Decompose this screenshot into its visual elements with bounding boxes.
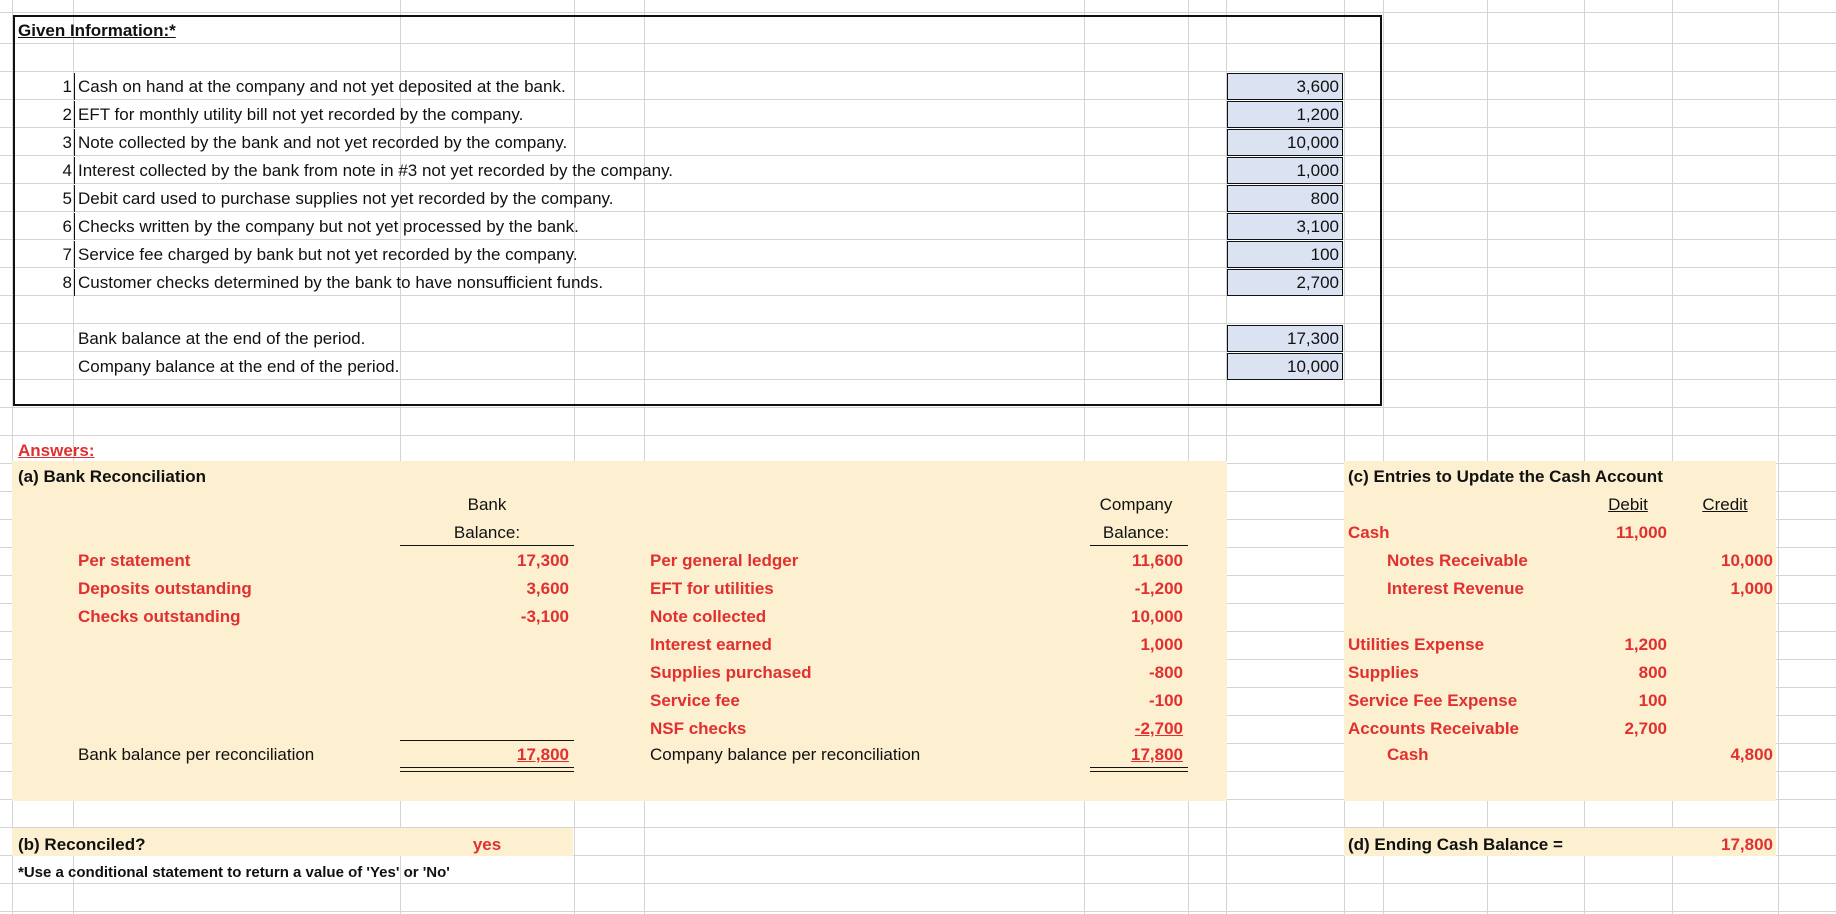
- entry-account: Notes Receivable: [1387, 551, 1528, 570]
- given-item-value[interactable]: 1,200: [1227, 101, 1343, 128]
- bank-row-label: Deposits outstanding: [78, 579, 252, 598]
- given-item-number: 4: [48, 157, 75, 184]
- bank-total-top-rule: [400, 740, 574, 741]
- credit-header: Credit: [1702, 495, 1748, 514]
- given-item-number: 2: [48, 101, 75, 128]
- company-row-value[interactable]: 10,000: [1131, 607, 1183, 626]
- company-row-value[interactable]: -100: [1148, 691, 1183, 710]
- company-row-value[interactable]: -1,200: [1134, 579, 1183, 598]
- given-item-text: Customer checks determined by the bank to have nonsufficient funds.: [78, 273, 604, 292]
- given-item-number: 6: [48, 213, 75, 240]
- company-row-label: Supplies purchased: [650, 663, 812, 682]
- given-item-text: Note collected by the bank and not yet recorded by the company.: [78, 133, 568, 152]
- company-total-double-rule: [1090, 767, 1188, 772]
- given-item-text: Debit card used to purchase supplies not yet recorded by the company.: [78, 189, 614, 208]
- given-item-text: Interest collected by the bank from note in #3 not yet recorded by the company.: [78, 161, 674, 180]
- bank-row-label: Checks outstanding: [78, 607, 241, 626]
- bank-total-label: Bank balance per reconciliation: [78, 745, 315, 764]
- company-balance-value[interactable]: 10,000: [1227, 353, 1343, 380]
- bank-header-balance: Balance:: [453, 523, 521, 542]
- bank-total-value[interactable]: 17,800: [517, 745, 569, 764]
- reconciled-value[interactable]: yes: [472, 835, 502, 854]
- entry-debit[interactable]: 2,700: [1624, 719, 1667, 738]
- ending-cash-label: (d) Ending Cash Balance =: [1348, 835, 1563, 854]
- given-item-value[interactable]: 800: [1227, 185, 1343, 212]
- entry-debit[interactable]: 100: [1638, 691, 1667, 710]
- bank-row-value[interactable]: 17,300: [517, 551, 569, 570]
- entry-account: Service Fee Expense: [1348, 691, 1518, 710]
- entry-debit[interactable]: 800: [1638, 663, 1667, 682]
- company-header: Company: [1099, 495, 1173, 514]
- entry-debit[interactable]: 1,200: [1624, 635, 1667, 654]
- company-row-label: Per general ledger: [650, 551, 799, 570]
- reconciliation-title: (a) Bank Reconciliation: [18, 467, 206, 486]
- given-item-value[interactable]: 2,700: [1227, 269, 1343, 296]
- entry-account: Cash: [1387, 745, 1429, 764]
- company-total-value[interactable]: 17,800: [1131, 745, 1183, 764]
- bank-row-value[interactable]: 3,600: [526, 579, 569, 598]
- given-item-value[interactable]: 3,600: [1227, 73, 1343, 100]
- answers-title: Answers:: [18, 441, 95, 460]
- company-header-balance: Balance:: [1102, 523, 1170, 542]
- bank-balance-label: Bank balance at the end of the period.: [78, 329, 366, 348]
- entry-account: Supplies: [1348, 663, 1419, 682]
- given-item-number: 7: [48, 241, 75, 268]
- company-header-underline: [1090, 545, 1188, 546]
- given-item-value[interactable]: 100: [1227, 241, 1343, 268]
- company-row-value[interactable]: -800: [1148, 663, 1183, 682]
- bank-header: Bank: [467, 495, 507, 514]
- given-item-value[interactable]: 3,100: [1227, 213, 1343, 240]
- entry-account: Accounts Receivable: [1348, 719, 1520, 738]
- given-item-text: Cash on hand at the company and not yet deposited at the bank.: [78, 77, 566, 96]
- given-item-number: 3: [48, 129, 75, 156]
- given-item-value[interactable]: 10,000: [1227, 129, 1343, 156]
- company-balance-label: Company balance at the end of the period.: [78, 357, 400, 376]
- entry-debit[interactable]: 11,000: [1615, 523, 1667, 542]
- entry-account: Utilities Expense: [1348, 635, 1485, 654]
- given-item-text: EFT for monthly utility bill not yet recorded by the company.: [78, 105, 524, 124]
- bank-header-underline: [400, 545, 574, 546]
- company-row-label: Service fee: [650, 691, 740, 710]
- given-item-number: 8: [48, 269, 75, 296]
- given-item-number: 1: [48, 73, 75, 100]
- company-total-label: Company balance per reconciliation: [650, 745, 921, 764]
- given-item-text: Checks written by the company but not yet processed by the bank.: [78, 217, 579, 236]
- entry-credit[interactable]: 4,800: [1730, 745, 1773, 764]
- entry-credit[interactable]: 10,000: [1721, 551, 1773, 570]
- company-row-value[interactable]: 11,600: [1131, 551, 1183, 570]
- bank-balance-value[interactable]: 17,300: [1227, 325, 1343, 352]
- entry-account: Cash: [1348, 523, 1390, 542]
- bank-row-label: Per statement: [78, 551, 191, 570]
- given-item-text: Service fee charged by bank but not yet recorded by the company.: [78, 245, 578, 264]
- bank-total-double-rule: [400, 767, 574, 772]
- reconciled-label: (b) Reconciled?: [18, 835, 146, 854]
- company-row-value[interactable]: 1,000: [1140, 635, 1183, 654]
- entry-account: Interest Revenue: [1387, 579, 1524, 598]
- bank-row-value[interactable]: -3,100: [520, 607, 569, 626]
- company-row-value[interactable]: -2,700: [1134, 719, 1183, 738]
- given-title: Given Information:*: [18, 21, 176, 40]
- given-item-value[interactable]: 1,000: [1227, 157, 1343, 184]
- company-row-label: Interest earned: [650, 635, 772, 654]
- ending-cash-value[interactable]: 17,800: [1721, 835, 1773, 854]
- debit-header: Debit: [1608, 495, 1648, 514]
- reconciled-note: *Use a conditional statement to return a value of 'Yes' or 'No': [18, 864, 450, 881]
- given-item-number: 5: [48, 185, 75, 212]
- company-row-label: EFT for utilities: [650, 579, 774, 598]
- company-row-label: Note collected: [650, 607, 767, 626]
- entry-credit[interactable]: 1,000: [1730, 579, 1773, 598]
- company-row-label: NSF checks: [650, 719, 747, 738]
- entries-title: (c) Entries to Update the Cash Account: [1348, 467, 1663, 486]
